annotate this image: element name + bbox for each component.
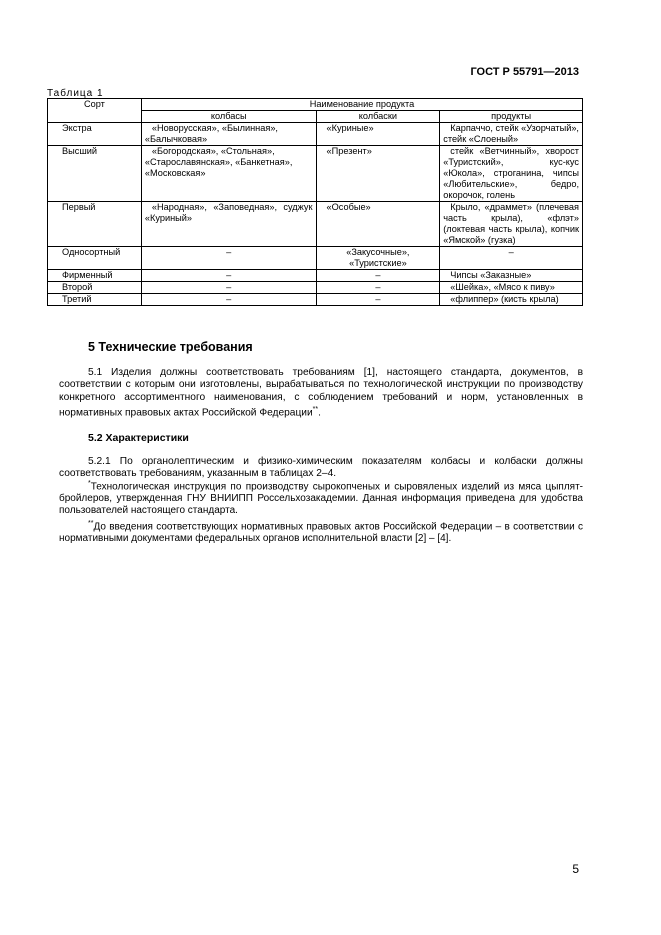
cell-sort: Высший xyxy=(48,146,142,202)
cell-kolbasy: «Народная», «Заповедная», суджук «Куриный» xyxy=(141,202,316,247)
subcol-kolbaski: колбаски xyxy=(316,111,440,123)
col-header-sort: Сорт xyxy=(48,99,142,123)
table-row xyxy=(48,270,583,282)
cell-produkty: Крыло, «драммет» (плечевая часть крыла), «флэт» (локтевая часть крыла), копчик «Ямской» (гузка) xyxy=(440,202,583,247)
paragraph-5-1-text: 5.1 Изделия должны соответствовать требованиям [1], настоящего стандарта, документов, в соответствии с которым они изготовлены, вырабатываться по технологической инструкции по производству конкретного ассортиментного наименования, с соблюдением требований и норм, установленных в нормативных правовых актах Российской Федерации xyxy=(59,367,583,419)
cell-kolbaski: – xyxy=(316,282,440,294)
cell-kolbasy: – xyxy=(141,270,316,282)
paragraph-5-2-1: 5.2.1 По органолептическим и физико-химическим показателям колбасы и колбаски должны соответствовать требованиям, указанным в таблицах 2–4. xyxy=(59,456,583,480)
table-row xyxy=(48,247,583,270)
table-row xyxy=(48,294,583,306)
table-row xyxy=(48,202,583,247)
footnote-mark: * xyxy=(88,480,91,487)
cell-produkty: «флиппер» (кисть крыла) xyxy=(440,294,583,306)
table-header-row xyxy=(48,99,583,111)
cell-kolbasy: «Богородская», «Стольная», «Старославянская», «Банкетная», «Московская» xyxy=(141,146,316,202)
cell-kolbaski: «Закусочные», «Туристские» xyxy=(316,247,440,270)
document-code: ГОСТ Р 55791—2013 xyxy=(470,66,579,78)
cell-kolbaski: «Презент» xyxy=(316,146,440,202)
table-row xyxy=(48,123,583,146)
subcol-kolbasy: колбасы xyxy=(141,111,316,123)
cell-sort: Экстра xyxy=(48,123,142,146)
cell-kolbaski: – xyxy=(316,294,440,306)
cell-kolbasy: – xyxy=(141,282,316,294)
subcol-produkty: продукты xyxy=(440,111,583,123)
footnote-mark: ** xyxy=(88,520,94,527)
paragraph-5-1: 5.1 Изделия должны соответствовать требованиям [1], настоящего стандарта, документов, в соответствии с которым они изготовлены, вырабатываться по технологической инструкции по производству конкретного ассортиментного наименования, с соблюдением требований и норм, установленных в нормативных правовых актах Российской Федерации**. xyxy=(59,367,583,419)
cell-sort: Односортный xyxy=(48,247,142,270)
cell-kolbasy: – xyxy=(141,247,316,270)
footnote-2-text: До введения соответствующих нормативных правовых актов Российской Федерации – в соответствии с нормативными документами федеральных органов исполнительной власти [2] – [4]. xyxy=(59,521,583,544)
cell-produkty: стейк «Ветчинный», хворост «Туристский», кус-кус «Юкола», строганина, чипсы «Любительские», бедро, окорочок, голень xyxy=(440,146,583,202)
cell-produkty: Карпаччо, стейк «Узорчатый», стейк «Слоеный» xyxy=(440,123,583,146)
cell-kolbaski: «Особые» xyxy=(316,202,440,247)
page-number: 5 xyxy=(572,862,579,876)
cell-sort: Второй xyxy=(48,282,142,294)
cell-sort: Фирменный xyxy=(48,270,142,282)
cell-kolbasy: «Новорусская», «Былинная», «Балычковая» xyxy=(141,123,316,146)
section-title: 5 Технические требования xyxy=(88,340,253,354)
footnote-1-text: Технологическая инструкция по производству сырокопченых и сыровяленых изделий из мяса цыплят-бройлеров, утвержденная ГНУ ВНИИПП Россельхозакадемии. Данная информация приведена для удобства пользователей настоящего стандарта. xyxy=(59,481,583,516)
cell-sort: Первый xyxy=(48,202,142,247)
footnote-1 xyxy=(59,478,583,516)
subsection-title: 5.2 Характеристики xyxy=(88,432,189,444)
product-table xyxy=(47,98,583,306)
footnote-ref: ** xyxy=(312,406,319,414)
table-row xyxy=(48,146,583,202)
table-row xyxy=(48,282,583,294)
footnote-2 xyxy=(59,518,583,545)
cell-produkty: Чипсы «Заказные» xyxy=(440,270,583,282)
col-header-product-name: Наименование продукта xyxy=(141,99,582,111)
cell-produkty: «Шейка», «Мясо к пиву» xyxy=(440,282,583,294)
cell-kolbaski: – xyxy=(316,270,440,282)
table-caption: Таблица 1 xyxy=(47,88,104,99)
cell-kolbasy: – xyxy=(141,294,316,306)
cell-sort: Третий xyxy=(48,294,142,306)
cell-kolbaski: «Куриные» xyxy=(316,123,440,146)
cell-produkty: – xyxy=(440,247,583,270)
